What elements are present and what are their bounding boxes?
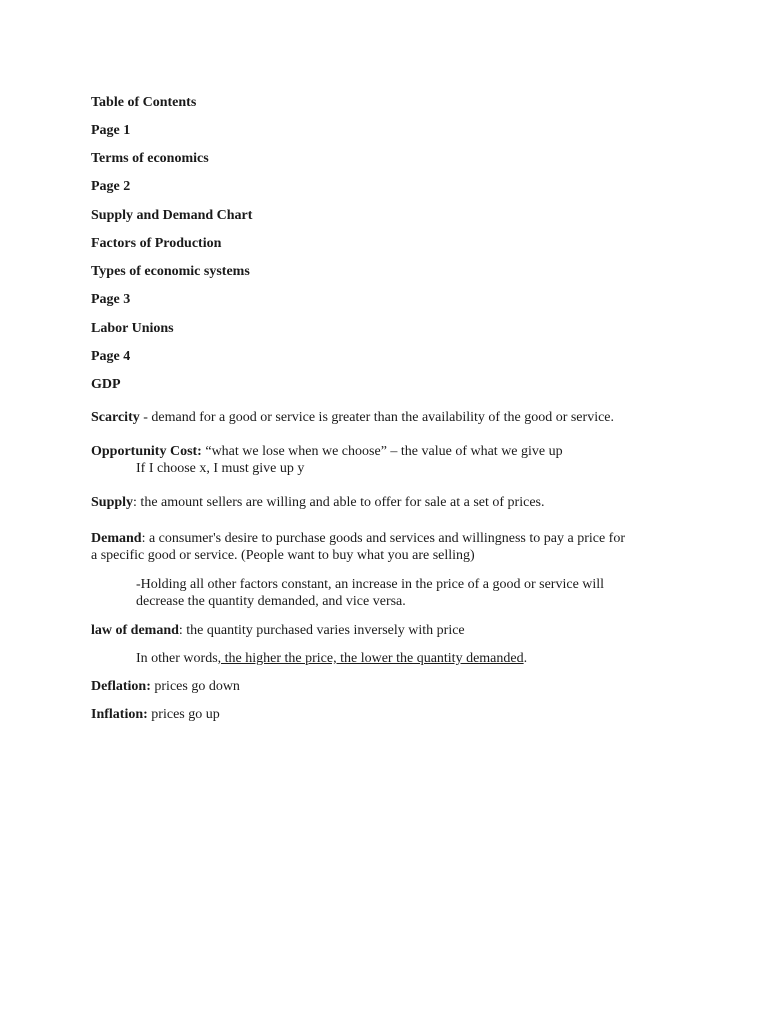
term-label: Inflation:	[91, 707, 148, 722]
example-prefix: In other words	[136, 651, 218, 666]
law-of-demand-definition	[91, 622, 465, 639]
deflation-definition	[91, 678, 240, 695]
demand-note-continued: decrease the quantity demanded, and vice versa.	[136, 594, 406, 609]
term-definition: : the quantity purchased varies inversely with price	[178, 623, 465, 638]
toc-title: Table of Contents	[91, 95, 197, 110]
term-definition: - demand for a good or service is greater than the availability of the good or service.	[139, 410, 615, 425]
toc-item: Page 1	[91, 123, 131, 138]
toc-item: Supply and Demand Chart	[91, 208, 253, 223]
law-of-demand-example	[136, 650, 527, 667]
term-label: law of demand	[91, 623, 179, 638]
toc-item: Types of economic systems	[91, 264, 250, 279]
demand-definition	[91, 530, 625, 547]
toc-item: Labor Unions	[91, 321, 174, 336]
demand-definition-continued: a specific good or service. (People want to buy what you are selling)	[91, 548, 475, 563]
term-definition: : the amount sellers are willing and able to offer for sale at a set of prices.	[133, 495, 545, 510]
toc-item: Page 2	[91, 179, 131, 194]
toc-item: Page 4	[91, 349, 131, 364]
term-label: Deflation:	[91, 679, 151, 694]
toc-item: Page 3	[91, 292, 131, 307]
opportunity-cost-example: If I choose x, I must give up y	[136, 461, 305, 476]
example-suffix: .	[523, 651, 528, 666]
toc-item: GDP	[91, 377, 121, 392]
term-definition: “what we lose when we choose” – the value of what we give up	[201, 444, 563, 459]
inflation-definition	[91, 706, 220, 723]
term-label: Demand	[91, 531, 142, 546]
demand-note: -Holding all other factors constant, an increase in the price of a good or service will	[136, 577, 605, 592]
scarcity-definition	[91, 409, 614, 426]
term-definition: prices go up	[147, 707, 220, 722]
term-label: Opportunity Cost:	[91, 444, 202, 459]
term-definition: : a consumer's desire to purchase goods and services and willingness to pay a price for	[141, 531, 625, 546]
term-label: Scarcity	[91, 410, 140, 425]
example-underlined: , the higher the price, the lower the quantity demanded	[217, 651, 524, 666]
opportunity-cost-definition	[91, 443, 563, 460]
term-definition: prices go down	[150, 679, 240, 694]
toc-item: Terms of economics	[91, 151, 209, 166]
toc-item: Factors of Production	[91, 236, 222, 251]
supply-definition	[91, 494, 544, 511]
term-label: Supply	[91, 495, 134, 510]
